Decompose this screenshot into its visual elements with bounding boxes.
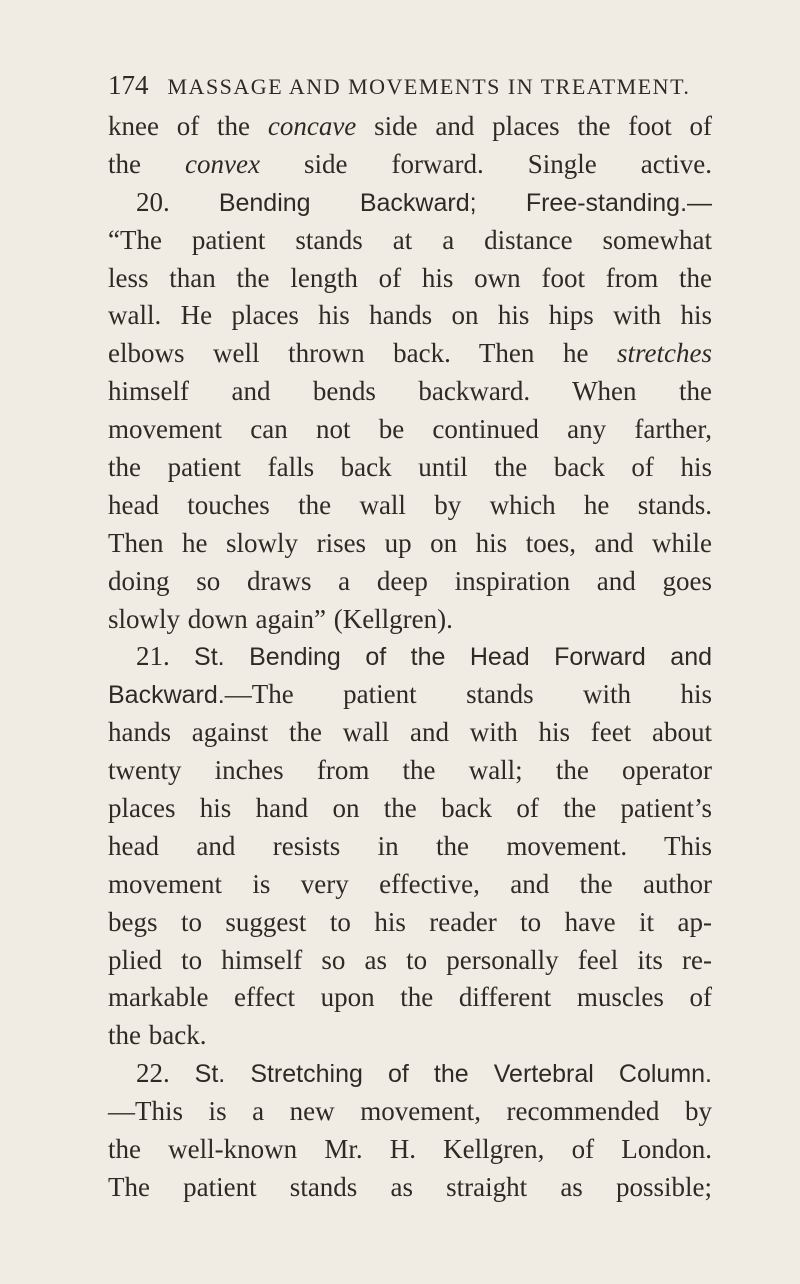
text-span: elbows well thrown back. Then he — [108, 338, 589, 369]
section-title: Bending Backward; Free-standing.— — [218, 188, 713, 217]
section-heading-21 — [108, 638, 712, 676]
text-line: head and resists in the movement. This — [108, 830, 712, 861]
body-text — [108, 108, 712, 1207]
text-line: plied to himself so as to personally feel its re- — [108, 944, 712, 975]
text-line — [108, 676, 712, 714]
text-line — [108, 335, 712, 373]
text-line: movement is very effective, and the author — [108, 868, 712, 899]
text-line: Then he slowly rises up on his toes, and while — [108, 527, 712, 558]
text-line: movement can not be continued any farther, — [108, 414, 712, 445]
text-line: —This is a new movement, recommended by — [108, 1096, 712, 1127]
text-line: himself and bends backward. When the — [108, 376, 712, 407]
text-span: —The patient stands with his — [224, 679, 712, 710]
text-line: less than the length of his own foot from the — [108, 262, 712, 293]
text-span: knee of the — [108, 111, 251, 141]
running-title: MASSAGE AND MOVEMENTS IN TREATMENT. — [167, 74, 691, 99]
text-line: twenty inches from the wall; the operator — [108, 755, 712, 786]
text-line: places his hand on the back of the patient’s — [108, 793, 712, 824]
text-line: wall. He places his hands on his hips with his — [108, 300, 712, 331]
italic-term: stretches — [617, 338, 712, 369]
text-line: slowly down again” (Kellgren). — [108, 603, 453, 634]
italic-term: convex — [185, 148, 260, 179]
text-span: the — [108, 148, 141, 179]
section-title: St. Bending of the Head Forward and — [194, 643, 713, 672]
text-line: doing so draws a deep inspiration and goes — [108, 565, 712, 596]
text-line: markable effect upon the different muscles of — [108, 982, 712, 1013]
text-line — [108, 108, 712, 146]
section-title-continued: Backward. — [108, 681, 225, 710]
running-header — [108, 70, 712, 108]
section-title: St. Stretching of the Vertebral Column. — [194, 1060, 712, 1089]
text-line — [108, 146, 712, 184]
italic-term: concave — [267, 111, 357, 141]
text-line: The patient stands as straight as possible; — [108, 1171, 712, 1202]
section-heading-20 — [108, 184, 712, 222]
text-line: begs to suggest to his reader to have it ap- — [108, 906, 712, 937]
text-line: hands against the wall and with his feet about — [108, 717, 712, 748]
section-number: 20. — [136, 186, 170, 217]
section-number: 22. — [136, 1058, 170, 1089]
text-line: the well-known Mr. H. Kellgren, of London. — [108, 1134, 712, 1165]
text-line: “The patient stands at a distance somewhat — [108, 224, 712, 255]
text-line: the back. — [108, 1020, 207, 1051]
text-line: head touches the wall by which he stands. — [108, 489, 712, 520]
section-number: 21. — [136, 641, 170, 672]
page-number: 174 — [108, 70, 149, 100]
text-line: the patient falls back until the back of his — [108, 452, 712, 483]
section-heading-22 — [108, 1055, 712, 1093]
text-span: side and places the foot of — [374, 111, 713, 141]
text-span: side forward. Single active. — [304, 148, 712, 179]
